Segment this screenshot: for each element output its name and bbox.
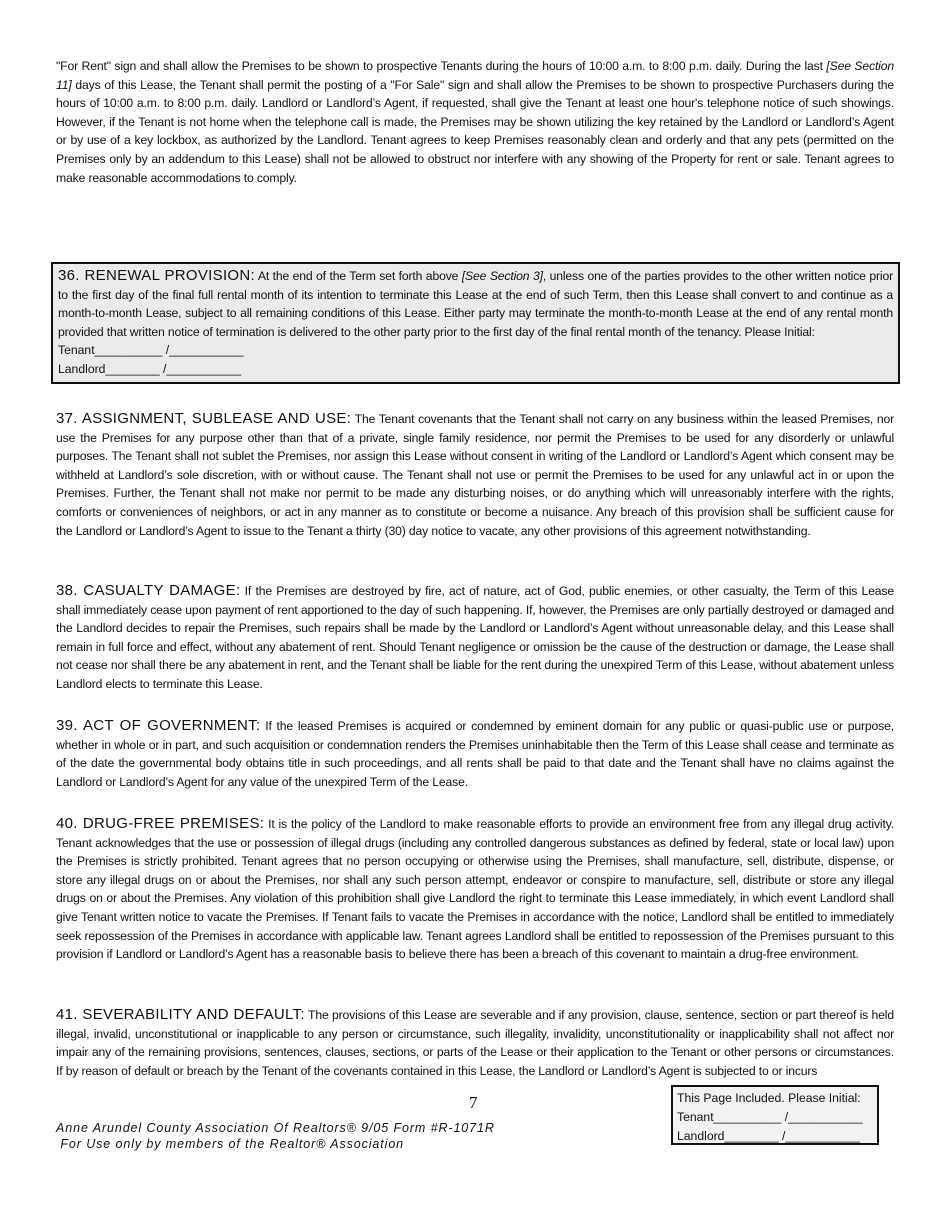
- section-heading: 41. SEVERABILITY AND DEFAULT:: [56, 1006, 305, 1023]
- section-reference: [See Section 11]: [56, 59, 894, 92]
- renewal-paragraph: [58, 267, 893, 341]
- continued-paragraph: [56, 57, 894, 187]
- section-41: [56, 1006, 894, 1080]
- footer-line-2: For Use only by members of the Realtor® Association: [56, 1137, 405, 1151]
- footer: [56, 1120, 495, 1152]
- section-40: [56, 815, 894, 964]
- section-heading: 40. DRUG-FREE PREMISES:: [56, 815, 265, 832]
- continued-text-part1: "For Rent" sign and shall allow the Premises to be shown to prospective Tenants during the hours of 10:00 a.m. to 8:00 p.m. daily. During the last: [56, 59, 827, 73]
- section-heading: 37. ASSIGNMENT, SUBLEASE AND USE:: [56, 410, 352, 427]
- page-initial-box: [671, 1085, 879, 1145]
- renewal-text-part1: At the end of the Term set forth above: [254, 269, 462, 283]
- section-text: If the leased Premises is acquired or condemned by eminent domain for any public or quasi-public use or purpose, whether in whole or in part, and such acquisition or condemnation renders the Premises uninhabitable then the Term of this Lease shall cease and terminate as of the date the governmental body obtains title in such proceedings, and all rents shall be paid to that date and the Tenant shall have no claims against the Landlord or Landlord’s Agent for any value of the unexpired Term of the Lease.: [56, 719, 894, 789]
- tenant-initial-line[interactable]: Tenant__________ /___________: [677, 1110, 863, 1124]
- footer-line-1: Anne Arundel County Association Of Realtors® 9/05 Form #R-1071R: [56, 1121, 495, 1135]
- landlord-initial-line[interactable]: Landlord________ /___________: [677, 1129, 860, 1143]
- section-reference: [See Section 3]: [461, 269, 543, 283]
- section-39: [56, 717, 894, 791]
- section-text: The provisions of this Lease are severable and if any provision, clause, sentence, section or part thereof is held illegal, invalid, unconstitutional or inapplicable to any person or circumstance, such illegality, invalidity, unconstitutionality or inapplicability shall not affect nor impair any of the remaining provisions, sentences, clauses, sections, or parts of the Lease or their application to the Tenant or other persons or circumstances. If by reason of default or breach by the Tenant of the covenants contained in this Lease, the Landlord or Landlord’s Agent is subjected to or incurs: [56, 1008, 894, 1078]
- section-heading: 38. CASUALTY DAMAGE:: [56, 582, 241, 599]
- section-37: [56, 410, 894, 540]
- section-text: The Tenant covenants that the Tenant shall not carry on any business within the leased Premises, nor use the Premises for any purpose other than that of a private, single family residence, nor permit the Premises to be used for any disorderly or unlawful purposes. The Tenant shall not sublet the Premises, nor assign this Lease without consent in writing of the Landlord or Landlord’s Agent which consent may be withheld at Landlord’s sole discretion, with or without cause. The Tenant shall not use or permit the Premises to be used for any unlawful act in or upon the Premises. Further, the Tenant shall not make nor permit to be made any disturbing noises, or do anything which will unreasonably interfere with the rights, comforts or conveniences of neighbors, or act in any manner as to constitute or become a nuisance. Any breach of this provision shall be sufficient cause for the Landlord or Landlord’s Agent to issue to the Tenant a thirty (30) day notice to vacate, any other provisions of this agreement notwithstanding.: [56, 412, 894, 538]
- section-38: [56, 582, 894, 694]
- tenant-initial-line[interactable]: Tenant__________ /___________: [58, 343, 244, 358]
- page-number: 7: [469, 1093, 478, 1112]
- renewal-provision-box: [51, 262, 900, 384]
- renewal-text-part2: , unless one of the parties provides to the other written notice prior to the first day of the final full rental month of its intention to terminate this Lease at the end of such Term, then this Lease shall convert to and continue as a month-to-month Lease, subject to all remaining conditions of this Lease. Either party may terminate the month-to-month Lease at the end of any rental month provided that written notice of termination is delivered to the other party prior to the first day of the final rental month of the tenancy. Please Initial:: [58, 269, 893, 339]
- section-text: If the Premises are destroyed by fire, act of nature, act of God, public enemies, or other casualty, the Term of this Lease shall immediately cease upon payment of rent apportioned to the day of such happening. If, however, the Premises are only partially destroyed or damaged and the Landlord decides to repair the Premises, such repairs shall be made by the Landlord or Landlord’s Agent without unreasonable delay, and this Lease shall remain in full force and effect, without any abatement of rent. Should Tenant negligence or omission be the cause of the destruction or damage, the Lease shall not cease nor shall there be any abatement in rent, and the Tenant shall be liable for the rent during the unexpired Term of this Lease, without abatement unless Landlord elects to terminate this Lease.: [56, 584, 895, 691]
- section-text: It is the policy of the Landlord to make reasonable efforts to provide an environment free from any illegal drug activity. Tenant acknowledges that the use or possession of illegal drugs (including any controlled dangerous substances as defined by federal, state or local law) upon the Premises is strictly prohibited. Tenant agrees that no person occupying or otherwise using the Premises, shall manufacture, sell, distribute, dispense, or store any illegal drugs on or about the Premises, nor shall any such person attempt, endeavor or conspire to manufacture, sell, distribute or store any illegal drugs on or about the Premises. Any violation of this prohibition shall give Landlord the right to terminate this Lease immediately, in which event Landlord shall give Tenant written notice to vacate the Premises. If Tenant fails to vacate the Premises in accordance with the notice, Landlord shall be entitled to immediately seek repossession of the Premises in accordance with applicable law. Tenant agrees Landlord shall be entitled to repossession of the Premises pursuant to this provision if Landlord or Landlord’s Agent has a reasonable basis to believe there has been a breach of this covenant to maintain a drug-free environment.: [56, 817, 894, 962]
- section-heading: 39. ACT OF GOVERNMENT:: [56, 717, 261, 734]
- landlord-initial-line[interactable]: Landlord________ /___________: [58, 362, 241, 377]
- page-initial-label: This Page Included. Please Initial:: [677, 1091, 861, 1105]
- section-heading: 36. RENEWAL PROVISION:: [58, 267, 255, 284]
- continued-text-part2: days of this Lease, the Tenant shall permit the posting of a "For Sale" sign and shall allow the Premises to be shown to prospective Purchasers during the hours of 10:00 a.m. to 8:00 p.m. daily. Landlord or Landlord’s Agent, if requested, shall give the Tenant at least one hour's telephone notice of such showings. However, if the Tenant is not home when the telephone call is made, the Premises may be shown utilizing the key retained by the Landlord or Landlord’s Agent or by use of a key lockbox, as authorized by the Landlord. Tenant agrees to keep Premises reasonably clean and orderly and that any pets (permitted on the Premises only by an addendum to this Lease) shall not be allowed to obstruct nor interfere with any showing of the Property for rent or sale. Tenant agrees to make reasonable accommodations to comply.: [56, 77, 894, 185]
